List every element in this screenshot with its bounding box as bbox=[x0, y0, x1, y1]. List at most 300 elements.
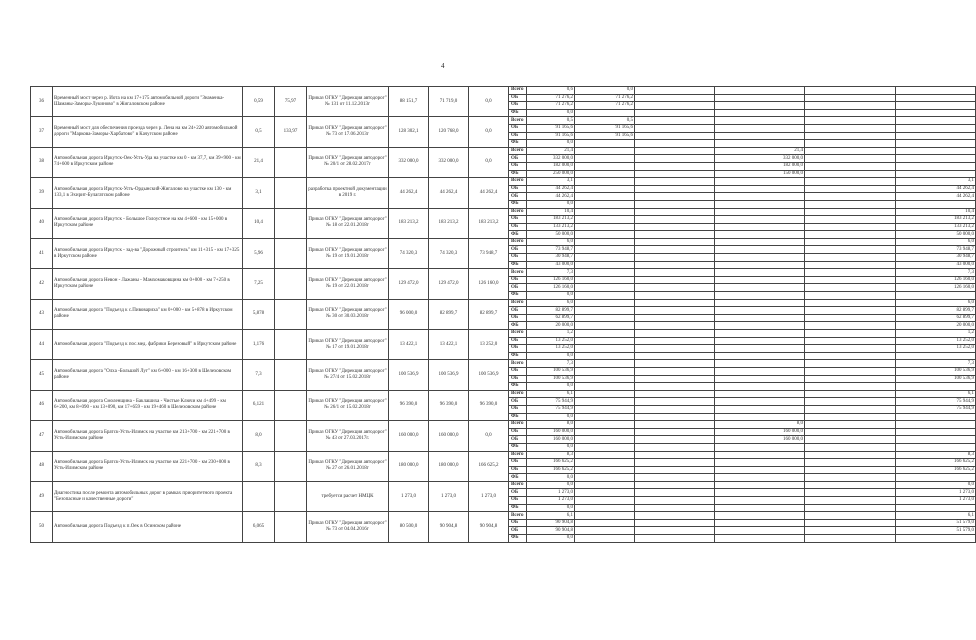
year-cell bbox=[805, 413, 896, 421]
year-cell bbox=[805, 246, 896, 254]
cell-doc: Приказ ОГКУ "Дирекция автодорог" № 27 от 26.01.2018г bbox=[307, 451, 389, 481]
cell-v2: 160 000,0 bbox=[429, 421, 469, 451]
year-cell bbox=[896, 504, 976, 512]
table-row bbox=[31, 147, 976, 155]
cell-length: 7,25 bbox=[243, 269, 275, 299]
year-cell: 7,3 bbox=[896, 360, 976, 368]
year-cell bbox=[635, 443, 715, 451]
cell-doc: разработка проектной документации в 2019 г. bbox=[307, 178, 389, 208]
year-cell: 0,0 bbox=[527, 352, 575, 360]
year-cell bbox=[715, 102, 805, 110]
row-type-label: Всего bbox=[509, 178, 527, 186]
year-cell bbox=[715, 109, 805, 117]
cell-v1: 180 000,0 bbox=[389, 451, 429, 481]
cell-length: 5,878 bbox=[243, 299, 275, 329]
year-cell bbox=[896, 170, 976, 178]
year-cell bbox=[805, 535, 896, 543]
cell-v3: 82 899,7 bbox=[469, 299, 509, 329]
year-cell bbox=[805, 87, 896, 95]
year-cell bbox=[635, 254, 715, 262]
table-row bbox=[31, 238, 976, 246]
year-cell: 73 948,7 bbox=[896, 246, 976, 254]
year-cell bbox=[575, 208, 635, 216]
cell-length: 8,3 bbox=[243, 451, 275, 481]
row-type-label: ОБ bbox=[509, 489, 527, 497]
year-cell: 0,0 bbox=[527, 481, 575, 489]
row-type-label: Всего bbox=[509, 208, 527, 216]
year-cell bbox=[575, 284, 635, 292]
table-row bbox=[31, 330, 976, 338]
year-cell bbox=[635, 200, 715, 208]
year-cell: 0,0 bbox=[527, 443, 575, 451]
year-cell bbox=[715, 238, 805, 246]
year-cell bbox=[805, 208, 896, 216]
year-cell: 332 000,0 bbox=[527, 155, 575, 163]
year-cell: 250 000,0 bbox=[527, 170, 575, 178]
cell-name: Автомобильная дорога Подъезд к п.Оек в Осинском районе bbox=[53, 512, 243, 542]
year-cell bbox=[635, 269, 715, 277]
row-type-label: Всего bbox=[509, 147, 527, 155]
year-cell bbox=[635, 360, 715, 368]
row-type-label: ОБ bbox=[509, 375, 527, 383]
cell-name: Диагностика после ремонта автомобильных дорог в рамках приоритетного проекта "Безопасные и качественные дороги" bbox=[53, 481, 243, 511]
year-cell bbox=[715, 413, 805, 421]
year-cell bbox=[575, 375, 635, 383]
year-cell bbox=[715, 360, 805, 368]
year-cell bbox=[896, 200, 976, 208]
year-cell bbox=[575, 337, 635, 345]
year-cell: 21,4 bbox=[715, 147, 805, 155]
row-type-label: ФБ bbox=[509, 140, 527, 148]
year-cell bbox=[575, 405, 635, 413]
year-cell bbox=[805, 223, 896, 231]
cell-cost bbox=[275, 299, 307, 329]
year-cell: 0,0 bbox=[527, 109, 575, 117]
year-cell: 6,0 bbox=[896, 299, 976, 307]
year-cell: 82 899,7 bbox=[896, 307, 976, 315]
year-cell bbox=[715, 330, 805, 338]
year-cell bbox=[575, 466, 635, 474]
year-cell: 133 213,2 bbox=[527, 223, 575, 231]
year-cell bbox=[715, 87, 805, 95]
year-cell bbox=[635, 497, 715, 505]
year-cell: 71 276,2 bbox=[527, 102, 575, 110]
row-type-label: ОБ bbox=[509, 428, 527, 436]
year-cell bbox=[715, 200, 805, 208]
year-cell bbox=[715, 246, 805, 254]
year-cell bbox=[805, 140, 896, 148]
cell-v2: 13 422,1 bbox=[429, 330, 469, 360]
row-type-label: ОБ bbox=[509, 216, 527, 224]
cell-v1: 129 472,0 bbox=[389, 269, 429, 299]
cell-v2: 82 899,7 bbox=[429, 299, 469, 329]
program-table bbox=[30, 86, 976, 543]
year-cell bbox=[715, 535, 805, 543]
row-type-label: ФБ bbox=[509, 170, 527, 178]
row-type-label: ОБ bbox=[509, 466, 527, 474]
year-cell bbox=[805, 405, 896, 413]
year-cell bbox=[575, 330, 635, 338]
cell-name: Автомобильная дорога Братск-Усть-Илимск на участке км 213+700 - км 221+700 в Усть-Илимском районе bbox=[53, 421, 243, 451]
cell-name: Автомобильная дорога Иркутск - Большое Голоустное на км 4+600 - км 15+000 в Иркутском районе bbox=[53, 208, 243, 238]
cell-v2: 44 262,4 bbox=[429, 178, 469, 208]
year-cell bbox=[805, 527, 896, 535]
year-cell: 51 579,0 bbox=[896, 519, 976, 527]
year-cell: 166 625,2 bbox=[896, 459, 976, 467]
year-cell: 0,0 bbox=[575, 87, 635, 95]
table-row bbox=[31, 421, 976, 429]
row-type-label: ФБ bbox=[509, 261, 527, 269]
year-cell: 8,0 bbox=[527, 421, 575, 429]
year-cell bbox=[635, 117, 715, 125]
cell-cost bbox=[275, 147, 307, 177]
year-cell bbox=[896, 147, 976, 155]
year-cell: 0,0 bbox=[527, 140, 575, 148]
table-row bbox=[31, 117, 976, 125]
year-cell bbox=[575, 254, 635, 262]
cell-v2: 129 472,0 bbox=[429, 269, 469, 299]
year-cell bbox=[575, 155, 635, 163]
year-cell bbox=[635, 322, 715, 330]
year-cell bbox=[635, 383, 715, 391]
year-cell bbox=[715, 367, 805, 375]
year-cell: 30 948,7 bbox=[527, 254, 575, 262]
cell-v1: 80 500,0 bbox=[389, 512, 429, 542]
year-cell bbox=[635, 87, 715, 95]
row-type-label: ОБ bbox=[509, 436, 527, 444]
row-type-label: ОБ bbox=[509, 276, 527, 284]
year-cell bbox=[805, 337, 896, 345]
cell-v1: 74 320,3 bbox=[389, 238, 429, 268]
year-cell bbox=[896, 443, 976, 451]
row-type-label: ОБ bbox=[509, 246, 527, 254]
row-type-label: ОБ bbox=[509, 155, 527, 163]
cell-cost bbox=[275, 208, 307, 238]
year-cell bbox=[805, 185, 896, 193]
year-cell bbox=[715, 337, 805, 345]
cell-length: 3,1 bbox=[243, 178, 275, 208]
year-cell bbox=[715, 519, 805, 527]
year-cell bbox=[805, 216, 896, 224]
year-cell bbox=[635, 124, 715, 132]
cell-num: 38 bbox=[31, 147, 53, 177]
cell-v1: 1 273,0 bbox=[389, 481, 429, 511]
year-cell: 160 000,0 bbox=[715, 428, 805, 436]
cell-doc: Приказ ОГКУ "Дирекция автодорог" № 73 от 17.06.2013г bbox=[307, 117, 389, 147]
cell-v3: 13 252,0 bbox=[469, 330, 509, 360]
year-cell: 3,1 bbox=[527, 178, 575, 186]
cell-num: 45 bbox=[31, 360, 53, 390]
year-cell bbox=[715, 185, 805, 193]
year-cell: 1,2 bbox=[896, 330, 976, 338]
row-type-label: Всего bbox=[509, 330, 527, 338]
year-cell bbox=[635, 276, 715, 284]
cell-doc: Приказ ОГКУ "Дирекция автодорог" № 30 от 30.03.2018г bbox=[307, 299, 389, 329]
year-cell bbox=[715, 474, 805, 482]
year-cell: 62 899,7 bbox=[896, 314, 976, 322]
cell-length: 21,4 bbox=[243, 147, 275, 177]
year-cell: 183 213,2 bbox=[527, 216, 575, 224]
year-cell bbox=[635, 140, 715, 148]
year-cell bbox=[896, 162, 976, 170]
cell-doc: Приказ ОГКУ "Дирекция автодорог" № 27/4 от 15.02.2018г bbox=[307, 360, 389, 390]
year-cell: 126 160,0 bbox=[896, 276, 976, 284]
row-type-label: ОБ bbox=[509, 405, 527, 413]
table-row bbox=[31, 269, 976, 277]
row-type-label: ОБ bbox=[509, 102, 527, 110]
year-cell bbox=[635, 436, 715, 444]
year-cell bbox=[635, 223, 715, 231]
year-cell bbox=[805, 117, 896, 125]
year-cell bbox=[805, 474, 896, 482]
row-type-label: Всего bbox=[509, 512, 527, 520]
table-row bbox=[31, 208, 976, 216]
year-cell: 8,3 bbox=[896, 451, 976, 459]
cell-v3: 44 262,4 bbox=[469, 178, 509, 208]
year-cell bbox=[575, 147, 635, 155]
row-type-label: ОБ bbox=[509, 307, 527, 315]
year-cell: 0,0 bbox=[527, 413, 575, 421]
year-cell: 1 273,0 bbox=[896, 489, 976, 497]
table-row bbox=[31, 481, 976, 489]
year-cell bbox=[635, 102, 715, 110]
year-cell bbox=[896, 102, 976, 110]
cell-cost: 75,97 bbox=[275, 87, 307, 117]
year-cell bbox=[575, 140, 635, 148]
year-cell: 0,5 bbox=[527, 117, 575, 125]
year-cell bbox=[715, 504, 805, 512]
year-cell bbox=[715, 117, 805, 125]
year-cell bbox=[575, 451, 635, 459]
row-type-label: ФБ bbox=[509, 109, 527, 117]
year-cell bbox=[715, 451, 805, 459]
year-cell: 0,0 bbox=[896, 481, 976, 489]
year-cell bbox=[896, 109, 976, 117]
cell-v1: 96 000,0 bbox=[389, 299, 429, 329]
year-cell bbox=[715, 443, 805, 451]
year-cell: 133 213,2 bbox=[896, 223, 976, 231]
row-type-label: ФБ bbox=[509, 474, 527, 482]
year-cell bbox=[805, 489, 896, 497]
cell-v1: 332 000,0 bbox=[389, 147, 429, 177]
row-type-label: ОБ bbox=[509, 132, 527, 140]
row-type-label: ФБ bbox=[509, 322, 527, 330]
table-row bbox=[31, 87, 976, 95]
year-cell: 332 000,0 bbox=[715, 155, 805, 163]
year-cell: 13 252,0 bbox=[896, 345, 976, 353]
year-cell: 44 262,4 bbox=[527, 193, 575, 201]
cell-v3: 183 213,2 bbox=[469, 208, 509, 238]
cell-num: 50 bbox=[31, 512, 53, 542]
year-cell: 13 252,0 bbox=[527, 337, 575, 345]
year-cell: 0,0 bbox=[527, 200, 575, 208]
year-cell: 90 904,8 bbox=[527, 527, 575, 535]
row-type-label: ФБ bbox=[509, 292, 527, 300]
year-cell: 73 948,7 bbox=[527, 246, 575, 254]
year-cell bbox=[635, 330, 715, 338]
row-type-label: ФБ bbox=[509, 504, 527, 512]
year-cell bbox=[575, 352, 635, 360]
cell-name: Автомобильная дорога Невон - Лажаны - Мамхомаковщина км 0+000 - км 7+250 в Иркутском районе bbox=[53, 269, 243, 299]
cell-name: Временный мост для обеспечения проезда через р. Лена на км 24+220 автомобильной дороги "Маркова-Заморы-Харбатово" в Качугском районе bbox=[53, 117, 243, 147]
year-cell: 0,0 bbox=[527, 292, 575, 300]
year-cell bbox=[805, 124, 896, 132]
cell-v2: 183 213,2 bbox=[429, 208, 469, 238]
row-type-label: Всего bbox=[509, 421, 527, 429]
year-cell bbox=[805, 162, 896, 170]
cell-doc: Приказ ОГКУ "Дирекция автодорог" № 17 от 19.01.2018г bbox=[307, 330, 389, 360]
year-cell: 1,2 bbox=[527, 330, 575, 338]
year-cell bbox=[715, 383, 805, 391]
year-cell bbox=[575, 474, 635, 482]
year-cell bbox=[805, 322, 896, 330]
year-cell bbox=[635, 261, 715, 269]
cell-num: 41 bbox=[31, 238, 53, 268]
year-cell bbox=[635, 481, 715, 489]
year-cell: 75 944,9 bbox=[527, 398, 575, 406]
year-cell bbox=[575, 238, 635, 246]
year-cell: 182 000,0 bbox=[715, 162, 805, 170]
year-cell bbox=[896, 117, 976, 125]
year-cell bbox=[635, 367, 715, 375]
year-cell bbox=[635, 246, 715, 254]
year-cell bbox=[715, 193, 805, 201]
year-cell bbox=[575, 383, 635, 391]
year-cell bbox=[575, 185, 635, 193]
year-cell bbox=[635, 216, 715, 224]
cell-doc: требуется расчет НМЦК bbox=[307, 481, 389, 511]
row-type-label: Всего bbox=[509, 481, 527, 489]
year-cell bbox=[805, 132, 896, 140]
year-cell bbox=[635, 170, 715, 178]
year-cell bbox=[715, 284, 805, 292]
year-cell bbox=[805, 375, 896, 383]
row-type-label: ОБ bbox=[509, 124, 527, 132]
year-cell: 75 944,9 bbox=[527, 405, 575, 413]
year-cell bbox=[575, 322, 635, 330]
year-cell bbox=[805, 459, 896, 467]
year-cell bbox=[715, 223, 805, 231]
year-cell: 44 262,4 bbox=[896, 193, 976, 201]
year-cell bbox=[715, 276, 805, 284]
year-cell bbox=[715, 352, 805, 360]
year-cell bbox=[575, 436, 635, 444]
cell-name: Автомобильная дорога "Подъезд к с.Пивовариха" км 0+000 - км 5+878 в Иркутском районе bbox=[53, 299, 243, 329]
cell-length: 6,065 bbox=[243, 512, 275, 542]
year-cell bbox=[635, 474, 715, 482]
year-cell bbox=[575, 307, 635, 315]
year-cell: 6,1 bbox=[527, 390, 575, 398]
year-cell bbox=[805, 109, 896, 117]
row-type-label: ФБ bbox=[509, 352, 527, 360]
year-cell bbox=[805, 481, 896, 489]
cell-cost bbox=[275, 360, 307, 390]
year-cell: 166 625,2 bbox=[896, 466, 976, 474]
cell-v3: 1 273,0 bbox=[469, 481, 509, 511]
year-cell bbox=[575, 489, 635, 497]
year-cell bbox=[715, 299, 805, 307]
row-type-label: Всего bbox=[509, 390, 527, 398]
year-cell bbox=[635, 185, 715, 193]
year-cell bbox=[715, 512, 805, 520]
year-cell: 3,1 bbox=[896, 178, 976, 186]
cell-cost bbox=[275, 512, 307, 542]
year-cell bbox=[805, 276, 896, 284]
year-cell bbox=[805, 330, 896, 338]
year-cell: 7,3 bbox=[527, 360, 575, 368]
row-type-label: ОБ bbox=[509, 223, 527, 231]
year-cell: 10,4 bbox=[527, 208, 575, 216]
year-cell bbox=[575, 367, 635, 375]
year-cell: 0,0 bbox=[527, 383, 575, 391]
cell-length: 7,3 bbox=[243, 360, 275, 390]
year-cell bbox=[635, 504, 715, 512]
year-cell: 20 000,0 bbox=[896, 322, 976, 330]
year-cell bbox=[805, 299, 896, 307]
year-cell: 82 899,7 bbox=[527, 307, 575, 315]
cell-num: 44 bbox=[31, 330, 53, 360]
row-type-label: ФБ bbox=[509, 383, 527, 391]
year-cell bbox=[575, 170, 635, 178]
cell-num: 46 bbox=[31, 390, 53, 420]
cell-num: 42 bbox=[31, 269, 53, 299]
year-cell bbox=[805, 254, 896, 262]
year-cell bbox=[635, 337, 715, 345]
year-cell: 0,6 bbox=[527, 87, 575, 95]
cell-v3: 100 536,9 bbox=[469, 360, 509, 390]
row-type-label: ОБ bbox=[509, 162, 527, 170]
year-cell bbox=[635, 352, 715, 360]
year-cell bbox=[575, 231, 635, 239]
year-cell: 62 899,7 bbox=[527, 314, 575, 322]
year-cell: 50 000,0 bbox=[896, 231, 976, 239]
year-cell bbox=[715, 345, 805, 353]
year-cell bbox=[575, 292, 635, 300]
table-row bbox=[31, 390, 976, 398]
table-row bbox=[31, 178, 976, 186]
year-cell bbox=[635, 162, 715, 170]
year-cell bbox=[635, 466, 715, 474]
year-cell bbox=[575, 276, 635, 284]
year-cell bbox=[805, 512, 896, 520]
cell-name: Автомобильная дорога Смоленщина - Баклашиха - Чистые Ключи км 4+499 - км 6+200, км 8+090 - км 13+090, км 17+659 - км 19+460 в Шелеховском районе bbox=[53, 390, 243, 420]
year-cell: 71 276,2 bbox=[527, 94, 575, 102]
cell-v2: 120 768,0 bbox=[429, 117, 469, 147]
year-cell: 75 944,9 bbox=[896, 405, 976, 413]
year-cell bbox=[805, 504, 896, 512]
year-cell bbox=[896, 155, 976, 163]
year-cell bbox=[805, 367, 896, 375]
year-cell: 6,1 bbox=[527, 512, 575, 520]
year-cell bbox=[575, 512, 635, 520]
year-cell bbox=[635, 231, 715, 239]
row-type-label: Всего bbox=[509, 451, 527, 459]
year-cell bbox=[635, 284, 715, 292]
year-cell bbox=[635, 421, 715, 429]
year-cell: 0,0 bbox=[527, 535, 575, 543]
year-cell: 1 273,0 bbox=[527, 489, 575, 497]
year-cell: 0,0 bbox=[527, 504, 575, 512]
cell-num: 47 bbox=[31, 421, 53, 451]
year-cell: 91 165,6 bbox=[527, 124, 575, 132]
year-cell bbox=[805, 443, 896, 451]
row-type-label: ФБ bbox=[509, 200, 527, 208]
cell-name: Автомобильная дорога Братск-Усть-Илимск на участке км 221+700 - км 230+000 в Усть-Илимском районе bbox=[53, 451, 243, 481]
year-cell: 71 276,2 bbox=[575, 94, 635, 102]
cell-v1: 160 000,0 bbox=[389, 421, 429, 451]
year-cell bbox=[575, 443, 635, 451]
year-cell bbox=[715, 231, 805, 239]
